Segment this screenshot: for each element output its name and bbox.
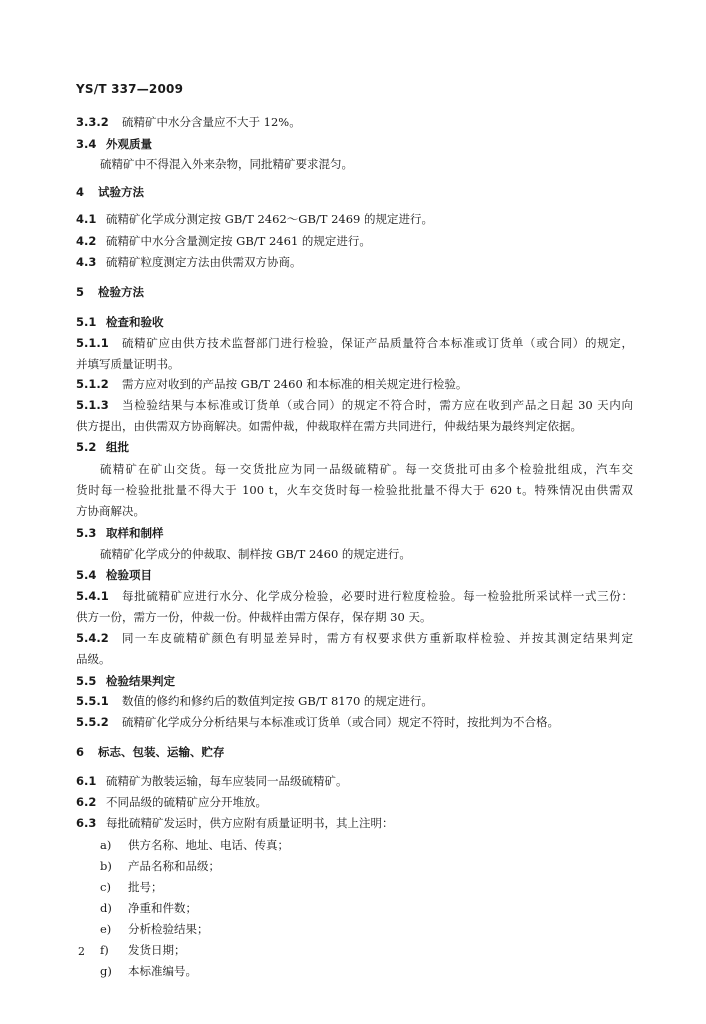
clause-number: 6.1 bbox=[76, 774, 97, 788]
list-item bbox=[100, 922, 209, 936]
clause-number: 5.1.3 bbox=[76, 398, 109, 412]
clause-number: d) bbox=[100, 901, 112, 915]
clause-text: 不同品级的硫精矿应分开堆放。 bbox=[106, 795, 267, 809]
clause-text: 硫精矿中水分含量测定按 GB/T 2461 的规定进行。 bbox=[106, 234, 371, 248]
clause-number: 5.4 bbox=[76, 568, 97, 582]
clause-number: 5.4.2 bbox=[76, 631, 109, 645]
list-item bbox=[100, 859, 220, 873]
clause-text: 硫精矿化学成分的仲裁取、制样按 GB/T 2460 的规定进行。 bbox=[100, 547, 411, 561]
section-heading bbox=[76, 568, 152, 582]
text-line bbox=[76, 610, 431, 624]
text-line bbox=[76, 589, 633, 603]
document-header: YS/T 337—2009 bbox=[76, 82, 184, 96]
clause-text: 检验方法 bbox=[98, 285, 144, 299]
clause-number: 6.3 bbox=[76, 816, 97, 830]
text-line bbox=[76, 631, 633, 645]
list-item bbox=[100, 964, 197, 978]
clause-number: g) bbox=[100, 964, 112, 978]
clause-text: 硫精矿粒度测定方法由供需双方协商。 bbox=[106, 255, 302, 269]
section-heading bbox=[76, 315, 164, 329]
clause-text: 取样和制样 bbox=[106, 526, 164, 540]
clause-text: 外观质量 bbox=[106, 137, 152, 151]
clause-number: a) bbox=[100, 838, 112, 852]
clause-number: b) bbox=[100, 859, 112, 873]
section-heading bbox=[76, 745, 225, 759]
clause-text: 硫精矿化学成分分析结果与本标准或订货单（或合同）规定不符时，按批判为不合格。 bbox=[122, 715, 559, 729]
clause-number: 4.1 bbox=[76, 212, 97, 226]
text-line bbox=[76, 774, 348, 788]
text-line bbox=[100, 157, 353, 171]
clause-number: 5 bbox=[76, 285, 85, 299]
text-line bbox=[76, 212, 433, 226]
text-line bbox=[76, 715, 559, 729]
clause-number: c) bbox=[100, 880, 111, 894]
clause-number: 5.5 bbox=[76, 674, 97, 688]
clause-text: 分析检验结果； bbox=[128, 922, 209, 936]
text-line bbox=[76, 234, 371, 248]
clause-number: 5.4.1 bbox=[76, 589, 109, 603]
clause-text: 检验项目 bbox=[106, 568, 152, 582]
clause-number: 5.3 bbox=[76, 526, 97, 540]
list-item bbox=[100, 838, 289, 852]
clause-text: 品级。 bbox=[76, 652, 111, 666]
text-line bbox=[76, 816, 394, 830]
clause-text: 需方应对收到的产品按 GB/T 2460 和本标准的相关规定进行检验。 bbox=[122, 377, 468, 391]
clause-text: 同一车皮硫精矿颜色有明显差异时，需方有权要求供方重新取样检验、并按其测定结果判定 bbox=[122, 631, 633, 645]
text-line bbox=[76, 694, 433, 708]
clause-number: 4.2 bbox=[76, 234, 97, 248]
clause-number: 5.5.2 bbox=[76, 715, 109, 729]
text-line bbox=[76, 419, 582, 433]
clause-text: 硫精矿中不得混入外来杂物，同批精矿要求混匀。 bbox=[100, 157, 353, 171]
clause-number: 6.2 bbox=[76, 795, 97, 809]
clause-number: 3.3.2 bbox=[76, 115, 109, 129]
clause-text: 试验方法 bbox=[98, 185, 144, 199]
clause-number: 4.3 bbox=[76, 255, 97, 269]
clause-text: 货时每一检验批批量不得大于 100 t，火车交货时每一检验批批量不得大于 620 t。特殊情况由供需双 bbox=[76, 483, 633, 497]
section-heading bbox=[76, 526, 164, 540]
section-heading bbox=[76, 440, 129, 454]
clause-text: 并填写质量证明书。 bbox=[76, 357, 180, 371]
clause-number: 5.1.2 bbox=[76, 377, 109, 391]
page-number: 2 bbox=[78, 945, 85, 958]
clause-text: 每批硫精矿应进行水分、化学成分检验，必要时进行粒度检验。每一检验批所采试样一式三份： bbox=[122, 589, 633, 603]
clause-text: 发货日期； bbox=[128, 943, 186, 957]
text-line bbox=[76, 336, 633, 350]
text-line bbox=[76, 115, 301, 129]
section-heading bbox=[76, 285, 144, 299]
section-heading bbox=[76, 674, 175, 688]
text-line bbox=[76, 398, 633, 412]
clause-text: 每批硫精矿发运时，供方应附有质量证明书，其上注明： bbox=[106, 816, 394, 830]
clause-text: 当检验结果与本标准或订货单（或合同）的规定不符合时，需方应在收到产品之日起 30 天内向 bbox=[122, 398, 633, 412]
clause-number: f) bbox=[100, 943, 109, 957]
clause-text: 检查和验收 bbox=[106, 315, 164, 329]
text-line bbox=[76, 795, 267, 809]
text-line bbox=[76, 255, 302, 269]
section-heading bbox=[76, 137, 152, 151]
text-line bbox=[100, 462, 633, 476]
clause-text: 产品名称和品级； bbox=[128, 859, 220, 873]
clause-number: e) bbox=[100, 922, 112, 936]
text-line bbox=[76, 377, 467, 391]
clause-number: 5.1 bbox=[76, 315, 97, 329]
text-line bbox=[100, 547, 411, 561]
text-line bbox=[76, 504, 145, 518]
section-heading bbox=[76, 185, 144, 199]
clause-number: 6 bbox=[76, 745, 85, 759]
clause-text: 供方提出，由供需双方协商解决。如需仲裁，仲裁取样在需方共同进行，仲裁结果为最终判定依据。 bbox=[76, 419, 582, 433]
text-line bbox=[76, 483, 633, 497]
clause-text: 硫精矿为散装运输，每车应装同一品级硫精矿。 bbox=[106, 774, 348, 788]
clause-text: 方协商解决。 bbox=[76, 504, 145, 518]
clause-text: 组批 bbox=[106, 440, 129, 454]
list-item bbox=[100, 880, 163, 894]
clause-text: 净重和件数； bbox=[128, 901, 197, 915]
clause-text: 批号； bbox=[128, 880, 163, 894]
list-item bbox=[100, 943, 186, 957]
clause-text: 数值的修约和修约后的数值判定按 GB/T 8170 的规定进行。 bbox=[122, 694, 433, 708]
clause-text: 硫精矿应由供方技术监督部门进行检验，保证产品质量符合本标准或订货单（或合同）的规定， bbox=[122, 336, 633, 350]
clause-text: 硫精矿在矿山交货。每一交货批应为同一品级硫精矿。每一交货批可由多个检验批组成，汽车交 bbox=[100, 462, 633, 476]
clause-text: 标志、包装、运输、贮存 bbox=[98, 745, 225, 759]
text-line bbox=[76, 357, 180, 371]
clause-number: 5.5.1 bbox=[76, 694, 109, 708]
clause-text: 硫精矿中水分含量应不大于 12%。 bbox=[122, 115, 301, 129]
clause-text: 检验结果判定 bbox=[106, 674, 175, 688]
clause-text: 硫精矿化学成分测定按 GB/T 2462～GB/T 2469 的规定进行。 bbox=[106, 212, 434, 226]
clause-number: 5.1.1 bbox=[76, 336, 109, 350]
text-line bbox=[76, 652, 111, 666]
clause-text: 本标准编号。 bbox=[128, 964, 197, 978]
list-item bbox=[100, 901, 197, 915]
clause-number: 3.4 bbox=[76, 137, 97, 151]
clause-text: 供方一份，需方一份，仲裁一份。仲裁样由需方保存，保存期 30 天。 bbox=[76, 610, 432, 624]
clause-number: 4 bbox=[76, 185, 85, 199]
clause-number: 5.2 bbox=[76, 440, 97, 454]
clause-text: 供方名称、地址、电话、传真； bbox=[128, 838, 289, 852]
